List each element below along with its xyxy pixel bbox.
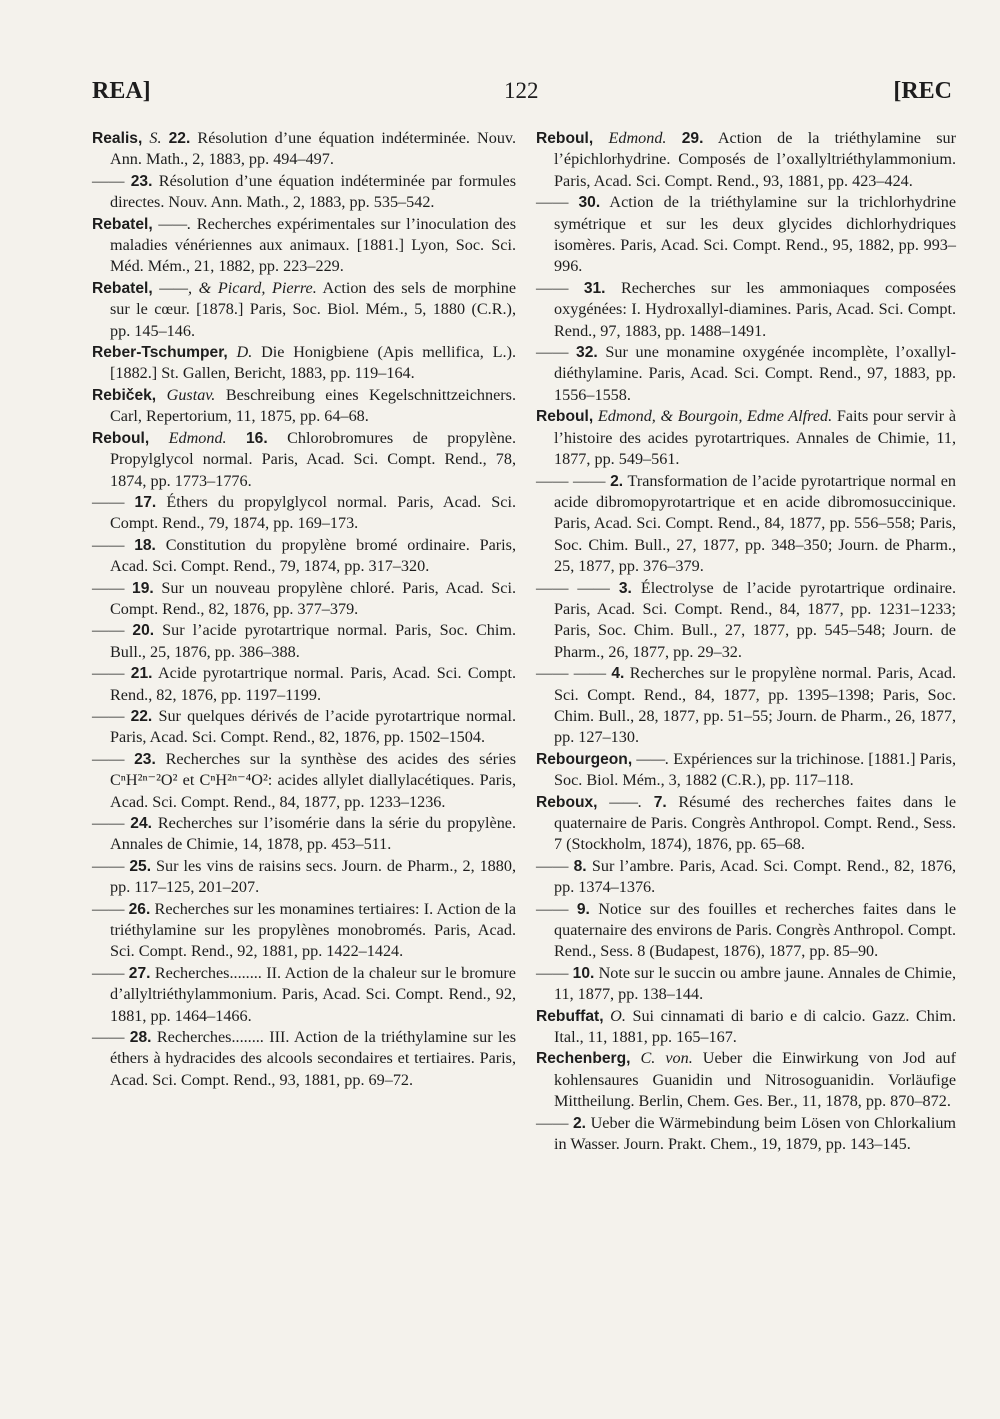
bibliography-entry	[536, 406, 956, 470]
ditto-dash: ——	[92, 578, 125, 597]
author-name: Reboux,	[536, 793, 598, 811]
entry-number: 28.	[129, 1029, 152, 1047]
entry-number: 22.	[168, 130, 191, 147]
entry-text: Résumé des recherches faites dans le quaternaire de Paris. Congrès Anthropol. Compt. Rend., Sess. 7 (Stockholm, 1874), 1876, pp. 65–68.	[554, 792, 957, 854]
entry-text: Note sur le succin ou ambre jaune. Annales de Chimie, 11, 1877, pp. 138–144.	[554, 963, 957, 1004]
entry-number: 21.	[130, 665, 153, 683]
right-column	[536, 128, 956, 1156]
author-name: Rebuffat,	[536, 1007, 604, 1025]
bibliography-entry	[92, 342, 516, 385]
author-name: Reboul,	[92, 429, 150, 447]
bibliography-entry	[92, 214, 516, 278]
bibliography-entry	[92, 856, 516, 899]
entry-text: Expériences sur la trichinose. [1881.] Paris, Soc. Biol. Mém., 3, 1882 (C.R.), pp. 117–118.	[554, 749, 957, 790]
bibliography-entry	[536, 278, 956, 342]
bibliography-entry	[536, 578, 956, 664]
entry-text: Die Honigbiene (Apis mellifica, L.). [1882.] St. Gallen, Bericht, 1883, pp. 119–164.	[110, 343, 517, 383]
ditto-dash: ——	[92, 814, 125, 832]
bibliography-entry	[92, 963, 516, 1027]
entry-number: 2.	[610, 472, 624, 490]
author-name: Rebatel,	[92, 279, 153, 297]
author-given-name: ——.	[609, 792, 643, 811]
ditto-dash: ——	[536, 1113, 569, 1132]
author-name: Reboul,	[536, 408, 594, 426]
entry-text: Transformation de l’acide pyrotartrique normal en acide dibromopyrotartrique et en acide dibromosuccinique. Paris, Acad. Sci. Compt. Rend., 84, 1877, pp. 556–558; Paris, Soc. Chim. Bull., 27, 1877, pp. 348–350; Journ. de Pharm., 25, 1877, pp. 376–379.	[554, 471, 956, 576]
entry-number: 23.	[130, 172, 153, 190]
ditto-dash: ——	[92, 621, 125, 640]
entry-text: Beschreibung eines Kegelschnittzeichners. Carl, Repertorium, 11, 1875, pp. 64–68.	[110, 385, 516, 426]
ditto-dash: ——	[92, 899, 125, 918]
entry-text: Acide pyrotartrique normal. Paris, Acad. Sci. Compt. Rend., 82, 1876, pp. 1197–1199.	[110, 664, 517, 704]
entry-text: Sur une monamine oxygénée incomplète, l’oxallyl-diéthylamine. Paris, Acad. Sci. Compt. Rend., 97, 1883, pp. 1556–1558.	[554, 343, 957, 404]
entry-number: 25.	[129, 857, 152, 875]
entry-number: 24.	[130, 815, 152, 832]
entry-text: Sur un nouveau propylène chloré. Paris, Acad. Sci. Compt. Rend., 82, 1876, pp. 377–379.	[110, 578, 516, 618]
entry-number: 30.	[578, 194, 601, 212]
entry-number: 31.	[583, 279, 606, 297]
bibliography-entry	[92, 663, 516, 706]
bibliography-entry	[536, 192, 956, 278]
author-name: Rebiček,	[92, 386, 157, 404]
ditto-dash: ——	[92, 706, 125, 725]
entry-number: 7.	[653, 793, 667, 811]
bibliography-entry	[92, 492, 516, 535]
entry-text: Recherches........ III. Action de la triéthylamine sur les éthers à hydracides des alcools secondaires et tertiaires. Paris, Acad. Sci. Compt. Rend., 93, 1881, pp. 69–72.	[110, 1028, 517, 1089]
entry-text: Chlorobromures de propylène. Propylglycol normal. Paris, Acad. Sci. Compt. Rend., 78, 1874, pp. 1773–1776.	[110, 428, 517, 490]
entry-number: 8.	[573, 857, 587, 875]
entry-number: 26.	[128, 900, 151, 918]
ditto-dash: —— ——	[536, 471, 606, 490]
entry-text: Résolution d’une équation indéterminée. Nouv. Ann. Math., 2, 1883, pp. 494–497.	[110, 129, 516, 169]
author-given-name: ——.	[158, 214, 192, 233]
header-right-guide: [REC	[893, 78, 952, 104]
author-given-name: O.	[610, 1006, 626, 1025]
entry-number: 29.	[681, 130, 704, 147]
entry-number: 32.	[576, 344, 598, 362]
ditto-dash: —— ——	[536, 664, 607, 683]
bibliography-entry	[92, 706, 516, 749]
bibliography-entry	[536, 1006, 956, 1049]
entry-text: Recherches........ II. Action de la chaleur sur le bromure d’allyltriéthylammonium. Paris, Acad. Sci. Compt. Rend., 92, 1881, pp. 1464–1466.	[110, 963, 516, 1025]
bibliography-entry	[536, 342, 956, 406]
ditto-dash: ——	[92, 963, 125, 982]
author-given-name: C. von.	[640, 1049, 693, 1068]
bibliography-entry	[92, 578, 516, 621]
entry-number: 4.	[611, 665, 625, 683]
entry-text: Électrolyse de l’acide pyrotartrique ordinaire. Paris, Acad. Sci. Compt. Rend., 84, 1877, pp. 1231–1233; Paris, Soc. Chim. Bull., 27, 1877, pp. 545–548; Journ. de Pharm., 26, 1877, pp. 29–32.	[554, 578, 957, 661]
ditto-dash: ——	[536, 278, 569, 297]
ditto-dash: ——	[536, 193, 569, 212]
entry-number: 9.	[576, 900, 590, 918]
author-given-name: D.	[236, 343, 253, 362]
bibliography-entry	[536, 963, 956, 1006]
entry-text: Sur l’acide pyrotartrique normal. Paris, Soc. Chim. Bull., 25, 1876, pp. 386–388.	[110, 621, 516, 661]
ditto-dash: ——	[92, 664, 125, 683]
bibliography-entry	[536, 1113, 956, 1156]
entry-text: Recherches sur les ammoniaques composées oxygénées: I. Hydroxallyl-diamines. Paris, Acad. Sci. Compt. Rend., 97, 1883, pp. 1488–1491.	[554, 278, 956, 340]
bibliography-entry	[536, 1048, 956, 1112]
author-name: Reber-Tschumper,	[92, 344, 228, 362]
ditto-dash: —— ——	[536, 578, 610, 597]
ditto-dash: ——	[536, 343, 569, 362]
ditto-dash: ——	[536, 899, 569, 918]
running-header	[92, 78, 952, 112]
bibliography-entry	[92, 171, 516, 214]
header-left-guide: REA]	[92, 78, 151, 104]
ditto-dash: ——	[92, 492, 125, 511]
entry-text: Recherches sur l’isomérie dans la série du propylène. Annales de Chimie, 14, 1878, pp. 453–511.	[110, 814, 517, 854]
ditto-dash: ——	[92, 749, 125, 768]
entry-text: Sur les vins de raisins secs. Journ. de Pharm., 2, 1880, pp. 117–125, 201–207.	[110, 856, 517, 897]
entry-text: Recherches sur les monamines tertiaires: I. Action de la triéthylamine sur les propylènes monobromés. Paris, Acad. Sci. Compt. Rend., 92, 1881, pp. 1422–1424.	[110, 899, 517, 961]
ditto-dash: ——	[92, 535, 125, 554]
bibliography-entry	[536, 749, 956, 792]
author-name: Realis,	[92, 130, 143, 147]
entry-number: 22.	[130, 707, 153, 725]
author-given-name: Edmond.	[168, 428, 227, 447]
entry-text: Sur l’ambre. Paris, Acad. Sci. Compt. Rend., 82, 1876, pp. 1374–1376.	[554, 856, 957, 897]
entry-number: 3.	[618, 579, 632, 597]
bibliography-entry	[92, 813, 516, 856]
ditto-dash: ——	[92, 1028, 125, 1047]
author-name: Reboul,	[536, 130, 594, 147]
entry-text: Sur quelques dérivés de l’acide pyrotartrique normal. Paris, Acad. Sci. Compt. Rend., 82, 1876, pp. 1502–1504.	[110, 706, 517, 747]
bibliography-entry	[92, 385, 516, 428]
bibliography-entry	[92, 128, 516, 171]
entry-text: Recherches sur la synthèse des acides des séries CⁿH²ⁿ⁻²O² et CⁿH²ⁿ⁻⁴O²: acides allylet diallylacétiques. Paris, Acad. Sci. Compt. Rend., 84, 1877, pp. 1233–1236.	[110, 749, 517, 811]
bibliography-entry	[92, 535, 516, 578]
bibliography-entry	[92, 749, 516, 813]
entry-text: Recherches expérimentales sur l’inoculation des maladies vénériennes aux animaux. [1881.] Lyon, Soc. Sci. Méd. Mém., 21, 1882, pp. 223–229.	[110, 214, 517, 276]
ditto-dash: ——	[536, 856, 569, 875]
bibliography-entry	[92, 278, 516, 342]
entry-number: 18.	[134, 536, 156, 554]
bibliography-entry	[92, 899, 516, 963]
bibliography-entry	[92, 1027, 516, 1091]
left-column	[92, 128, 516, 1091]
entry-text: Faits pour servir à l’histoire des acides pyrotartriques. Annales de Chimie, 11, 1877, pp. 549–561.	[554, 407, 957, 469]
bibliography-entry	[92, 428, 516, 492]
author-name: Rechenberg,	[536, 1050, 631, 1068]
bibliography-entry	[536, 663, 956, 749]
author-given-name: ——.	[636, 749, 670, 768]
entry-text: Action des sels de morphine sur le cœur. [1878.] Paris, Soc. Biol. Mém., 5, 1880 (C.R.), pp. 145–146.	[110, 278, 517, 340]
bibliography-entry	[536, 899, 956, 963]
entry-text: Éthers du propylglycol normal. Paris, Acad. Sci. Compt. Rend., 79, 1874, pp. 169–173.	[110, 492, 517, 533]
bibliography-entry	[536, 856, 956, 899]
entry-number: 27.	[128, 964, 151, 982]
entry-text: Action de la triéthylamine sur l’épichlorhydrine. Composés de l’oxallyltriéthylammonium. Paris, Acad. Sci. Compt. Rend., 93, 1881, pp. 423–424.	[554, 129, 957, 190]
bibliography-entry	[536, 792, 956, 856]
author-name: Rebourgeon,	[536, 750, 633, 768]
page-number: 122	[504, 78, 539, 103]
author-given-name: Edmond.	[608, 129, 667, 147]
ditto-dash: ——	[92, 856, 125, 875]
entry-number: 23.	[134, 750, 156, 768]
entry-text: Recherches sur le propylène normal. Paris, Acad. Sci. Compt. Rend., 84, 1877, pp. 1395–1398; Paris, Soc. Chim. Bull., 28, 1877, pp. 51–55; Journ. de Pharm., 26, 1877, pp. 127–130.	[554, 664, 956, 747]
entry-number: 2.	[572, 1114, 586, 1132]
author-given-name: Gustav.	[166, 385, 216, 404]
entry-text: Résolution d’une équation indéterminée par formules directes. Nouv. Ann. Math., 2, 1883, pp. 535–542.	[110, 171, 517, 212]
author-given-name: Edmond, & Bourgoin, Edme Alfred.	[597, 407, 833, 426]
entry-number: 20.	[132, 622, 155, 640]
entry-number: 19.	[132, 579, 154, 597]
entry-text: Sui cinnamati di bario e di calcio. Gazz. Chim. Ital., 11, 1881, pp. 165–167.	[554, 1006, 956, 1047]
author-given-name: S.	[149, 129, 162, 147]
entry-text: Notice sur des fouilles et recherches faites dans le quaternaire des environs de Paris. Congrès Anthropol. Compt. Rend., Sess. 8 (Budapest, 1876), 1877, pp. 85–90.	[554, 899, 957, 961]
entry-text: Ueber die Wärmebindung beim Lösen von Chlorkalium in Wasser. Journ. Prakt. Chem., 19, 1879, pp. 143–145.	[554, 1113, 956, 1154]
bibliography-entry	[536, 471, 956, 578]
entry-text: Ueber die Einwirkung von Jod auf kohlensaures Guanidin und Nitrosoguanidin. Vorläufige Mittheilung. Berlin, Chem. Ges. Ber., 11, 1878, pp. 870–872.	[554, 1049, 957, 1111]
entry-text: Action de la triéthylamine sur la trichlorhydrine symétrique et sur les deux glycides dichlorhydriques isomères. Paris, Acad. Sci. Compt. Rend., 95, 1882, pp. 993–996.	[554, 193, 957, 276]
author-name: Rebatel,	[92, 215, 153, 233]
ditto-dash: ——	[92, 171, 125, 190]
entry-number: 10.	[572, 964, 595, 982]
author-given-name: ——, & Picard, Pierre.	[159, 278, 317, 297]
ditto-dash: ——	[536, 963, 569, 982]
entry-number: 17.	[134, 493, 157, 511]
entry-text: Constitution du propylène bromé ordinaire. Paris, Acad. Sci. Compt. Rend., 79, 1874, pp. 317–320.	[110, 535, 517, 576]
bibliography-entry	[92, 620, 516, 663]
entry-number: 16.	[246, 429, 268, 447]
bibliography-entry	[536, 128, 956, 192]
